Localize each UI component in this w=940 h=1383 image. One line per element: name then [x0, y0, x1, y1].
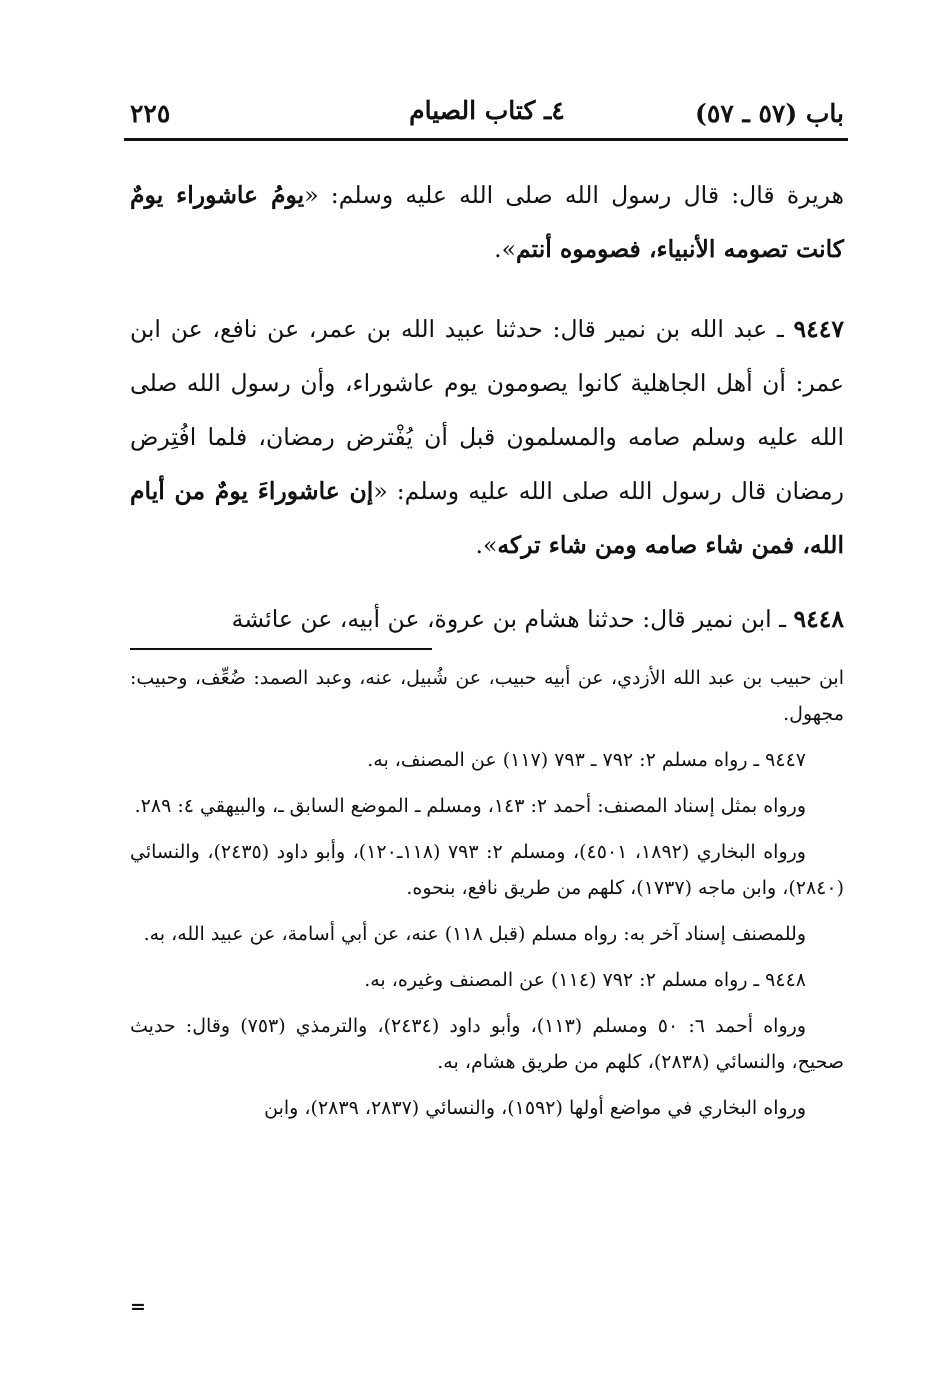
- footnote: ورواه البخاري (١٨٩٢، ٤٥٠١)، ومسلم ٢: ٧٩٣ (١١٨ـ١٢٠)، وأبو داود (٢٤٣٥)، والنسائي (٢٨٤٠)، وابن ماجه (١٧٣٧)، كلهم من طريق نافع، بنحوه.: [130, 841, 844, 899]
- hadith-number: ٩٤٤٨: [793, 605, 844, 633]
- footnote: ورواه بمثل إسناد المصنف: أحمد ٢: ١٤٣، ومسلم ـ الموضع السابق ـ، والبيهقي ٤: ٢٨٩.: [134, 795, 806, 817]
- hadith-continuation: [130, 168, 844, 276]
- footnote-rule: [130, 648, 432, 650]
- footnotes: [130, 660, 844, 1136]
- hadith-9447: [130, 302, 844, 572]
- quote-close: ».: [475, 531, 498, 559]
- header-rule: [124, 138, 848, 141]
- page-number: ٢٢٥: [130, 98, 171, 128]
- quote-close: ».: [494, 235, 517, 263]
- footnote: ٩٤٤٧ ـ رواه مسلم ٢: ٧٩٢ ـ ٧٩٣ (١١٧) عن المصنف، به.: [367, 749, 806, 771]
- book-page: [130, 0, 844, 1383]
- footnote: ورواه أحمد ٦: ٥٠ ومسلم (١١٣)، وأبو داود (٢٤٣٤)، والترمذي (٧٥٣) وقال: حديث صحيح، والنسائي (٢٨٣٨)، كلهم من طريق هشام، به.: [130, 1015, 844, 1073]
- hadith-quote: يومُ عاشوراء يومٌ كانت تصومه الأنبياء، فصوموه أنتم: [130, 181, 844, 263]
- footnote: وللمصنف إسناد آخر به: رواه مسلم (قبل ١١٨) عنه، عن أبي أسامة، عن عبيد الله، به.: [143, 923, 806, 945]
- hadith-number: ٩٤٤٧: [793, 315, 844, 343]
- hadith-9448: [130, 592, 844, 646]
- hadith-text: ـ ابن نمير قال: حدثنا هشام بن عروة، عن أبيه، عن عائشة: [231, 605, 794, 633]
- hadith-text: هريرة قال: قال رسول الله صلى الله عليه وسلم: «: [304, 181, 845, 209]
- running-header: [130, 92, 844, 134]
- continuation-mark: =: [130, 1296, 146, 1318]
- footnote: ابن حبيب بن عبد الله الأزدي، عن أبيه حبيب، عن شُبيل، عنه، وعبد الصمد: ضُعِّف، وحبيب: مجهول.: [130, 667, 844, 725]
- footnote: ٩٤٤٨ ـ رواه مسلم ٢: ٧٩٢ (١١٤) عن المصنف وغيره، به.: [364, 969, 806, 991]
- main-text: [130, 168, 844, 666]
- hadith-text: ـ عبد الله بن نمير قال: حدثنا عبيد الله بن عمر، عن نافع، عن ابن عمر: أن أهل الجاهلية كانوا يصومون يوم عاشوراء، وأن رسول الله صلى الله عليه وسلم صامه والمسلمون قبل أن يُفْترض رمضان، فلما افُتِرض رمضان قال رسول الله صلى الله عليه وسلم: «: [130, 315, 844, 505]
- book-title: ٤ـ كتاب الصيام: [409, 96, 565, 125]
- footnote: ورواه البخاري في مواضع أولها (١٥٩٢)، والنسائي (٢٨٣٧، ٢٨٣٩)، وابن: [264, 1097, 806, 1119]
- chapter-heading: باب (٥٧ ـ ٥٧): [695, 98, 844, 128]
- hadith-quote: إن عاشوراءَ يومٌ من أيام الله، فمن شاء صامه ومن شاء تركه: [130, 477, 844, 559]
